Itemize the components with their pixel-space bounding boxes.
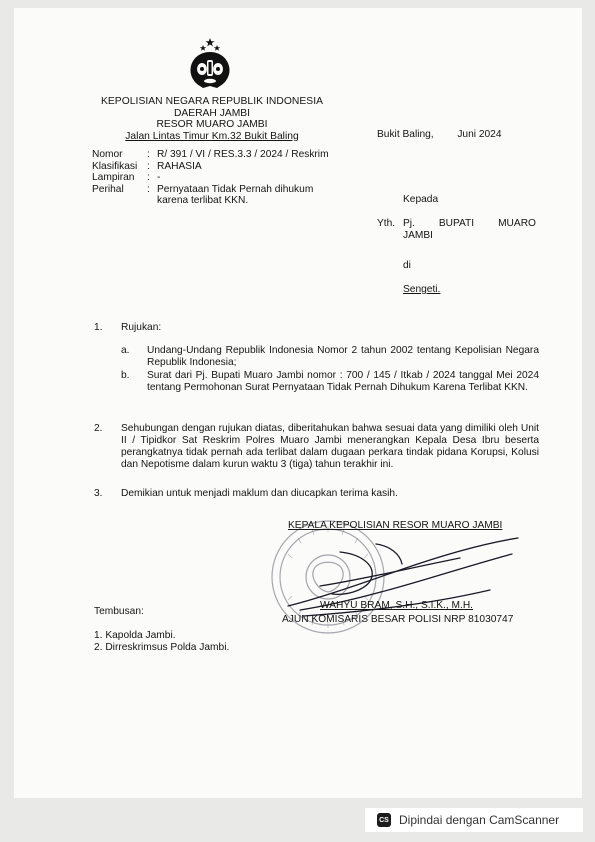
tembusan-item: 1. Kapolda Jambi. xyxy=(94,630,176,641)
item-number-3: 3. xyxy=(94,488,103,499)
meta-row-nomor: Nomor : R/ 391 / VI / RES.3.3 / 2024 / Reskrim xyxy=(92,149,329,160)
place-date xyxy=(377,129,502,140)
header-institution: KEPOLISIAN NEGARA REPUBLIK INDONESIA xyxy=(100,96,324,107)
meta-value xyxy=(157,184,313,207)
recipient-yth: Yth. xyxy=(377,218,396,229)
camscanner-text: Dipindai dengan CamScanner xyxy=(399,813,560,827)
recipient-kepada: Kepada xyxy=(403,194,439,205)
meta-key: Klasifikasi xyxy=(92,160,138,172)
header-resort: RESOR MUARO JAMBI xyxy=(156,119,268,130)
rujukan-b-text: Surat dari Pj. Bupati Muaro Jambi nomor : 700 / 145 / Itkab / 2024 tanggal Mei 2024 tentang Permohonan Surat Pernyataan Tidak Pernah Dihukum Karena Terlibat KKN. xyxy=(147,370,539,393)
meta-key: Lampiran xyxy=(92,172,135,183)
recipient-pj: Pj. xyxy=(403,218,415,229)
meta-row-lampiran: Lampiran : - xyxy=(92,172,161,183)
meta-value: RAHASIA xyxy=(157,160,202,172)
item-number-2: 2. xyxy=(94,423,103,434)
recipient-di: di xyxy=(403,260,411,271)
recipient-name xyxy=(403,218,536,242)
letter-place: Bukit Baling, xyxy=(377,129,434,140)
meta-value-line: Pernyataan Tidak Pernah dihukum xyxy=(157,183,314,195)
header-address: Jalan Lintas Timur Km.32 Bukit Baling xyxy=(125,130,299,142)
camscanner-logo-icon: CS xyxy=(377,813,391,827)
item-number-1: 1. xyxy=(94,322,103,333)
tembusan-block xyxy=(94,606,229,654)
letterhead xyxy=(92,96,332,142)
paragraph-3: Demikian untuk menjadi maklum dan diucapkan terima kasih. xyxy=(121,488,398,499)
meta-row-perihal: Perihal : Pernyataan Tidak Pernah dihukum karena terlibat KKN. xyxy=(92,183,314,206)
sub-label-a: a. xyxy=(121,345,130,356)
meta-key: Perihal xyxy=(92,183,124,195)
signatory-title: KEPALA KEPOLISIAN RESOR MUARO JAMBI xyxy=(288,520,503,531)
rujukan-label: Rujukan: xyxy=(121,322,162,333)
meta-key: Nomor xyxy=(92,149,123,160)
recipient-place: Sengeti. xyxy=(403,284,441,295)
header-region: DAERAH JAMBI xyxy=(173,107,251,119)
signatory-name: WAHYU BRAM, S.H., S.I.K., M.H. xyxy=(320,600,474,611)
meta-value-line: karena terlibat KKN. xyxy=(157,195,249,206)
recipient-bupati: BUPATI xyxy=(438,218,475,229)
rujukan-a-text: Undang-Undang Republik Indonesia Nomor 2 tahun 2002 tentang Kepolisian Negara Republik Indonesia; xyxy=(147,345,539,368)
meta-value: - xyxy=(157,172,161,183)
meta-row-klasifikasi: Klasifikasi : RAHASIA xyxy=(92,160,202,172)
tembusan-label: Tembusan: xyxy=(94,606,144,617)
police-emblem-icon xyxy=(178,36,242,92)
paragraph-2: Sehubungan dengan rujukan diatas, diberitahukan bahwa sesuai data yang dimiliki oleh Unit II / Tipidkor Sat Reskrim Polres Muaro Jambi menerangkan Kepala Desa Ibru beserta perangkatnya tidak pernah ada terlibat dalam dugaan perkara tindak pidana Korupsi, Kolusi dan Nepotisme dalam kurun waktu 3 (tiga) tahun terakhir ini. xyxy=(121,423,539,470)
meta-value: R/ 391 / VI / RES.3.3 / 2024 / Reskrim xyxy=(157,149,329,160)
letter-date: Juni 2024 xyxy=(457,129,502,140)
tembusan-item: 2. Dirreskrimsus Polda Jambi. xyxy=(94,642,230,653)
letter-meta xyxy=(92,149,329,207)
camscanner-watermark xyxy=(365,808,583,832)
sub-label-b: b. xyxy=(121,370,130,381)
signatory-rank: AJUN KOMISARIS BESAR POLISI NRP 81030747 xyxy=(282,614,514,625)
recipient-jambi: JAMBI xyxy=(403,230,434,241)
recipient-muaro: MUARO xyxy=(498,218,536,229)
